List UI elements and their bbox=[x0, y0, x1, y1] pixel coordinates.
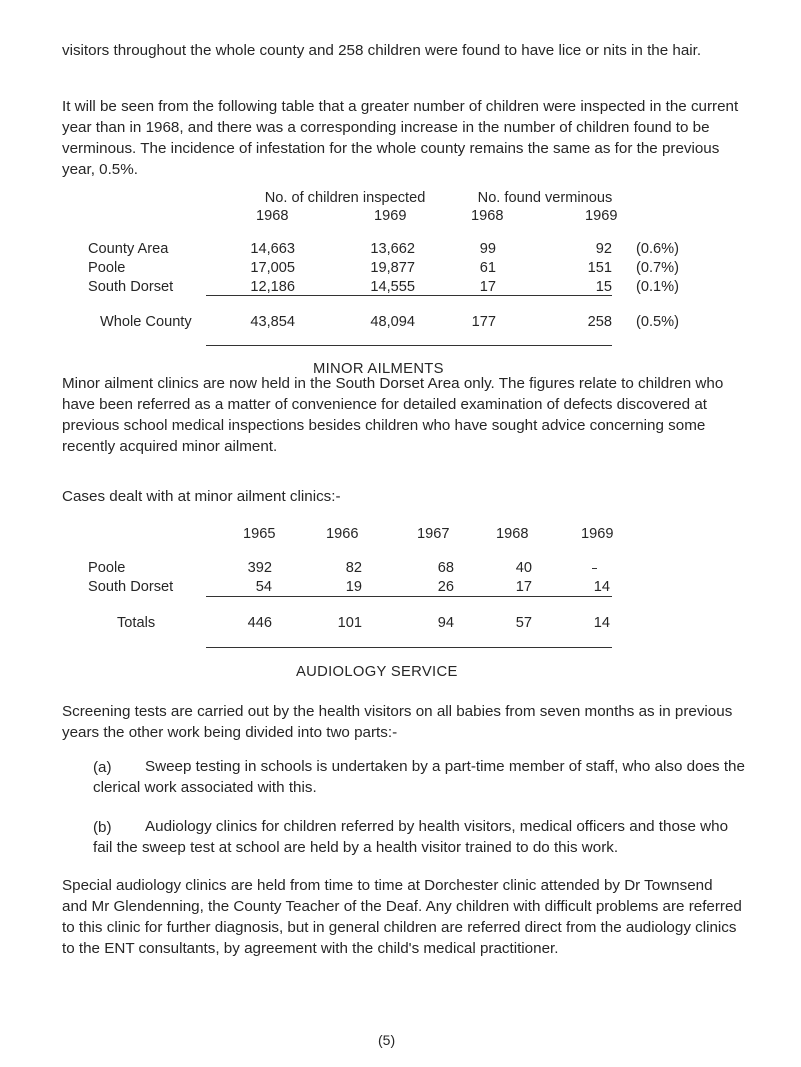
item-a-text: Sweep testing in schools is undertaken by a part-time member of staff, who also does the clerical work associated with this. bbox=[93, 758, 745, 796]
year-verminous-1968: 1968 bbox=[471, 208, 504, 224]
item-a-label: (a) bbox=[93, 759, 112, 776]
total-1967: 94 bbox=[437, 615, 454, 631]
cell-percent: (0.7%) bbox=[636, 260, 679, 276]
cell-1969: 14 bbox=[593, 579, 610, 595]
total-insp-1969: 48,094 bbox=[370, 314, 415, 330]
year-1967: 1967 bbox=[417, 526, 450, 542]
total-verm-1969: 258 bbox=[587, 314, 612, 330]
cell-1965: 392 bbox=[247, 560, 272, 576]
total-1966: 101 bbox=[337, 615, 362, 631]
total-percent: (0.5%) bbox=[636, 314, 679, 330]
cell-percent: (0.6%) bbox=[636, 241, 679, 257]
item-b-text: Audiology clinics for children referred by health visitors, medical officers and those who fail the sweep test at school are held by a health visitor trained to do this work. bbox=[93, 818, 729, 856]
audiology-paragraph-2: Special audiology clinics are held from time to time at Dorchester clinic attended by Dr Townsend and Mr Glendenning, the County Teacher of the Deaf. Any children with difficult problems are referred to this clinic for further diagnosis, but in general children are referred direct from the audiology clinics to the ENT consultants, by agreement with the child's medical practitioner. bbox=[62, 877, 742, 957]
cell-insp-1969: 14,555 bbox=[370, 279, 415, 295]
minor-ailments-heading: MINOR AILMENTS bbox=[313, 361, 444, 377]
row-area-label: South Dorset bbox=[88, 279, 174, 295]
audiology-heading: AUDIOLOGY SERVICE bbox=[296, 664, 458, 680]
subtotal-rule bbox=[206, 295, 612, 296]
cell-percent: (0.1%) bbox=[636, 279, 679, 295]
cases-label: Cases dealt with at minor ailment clinics:- bbox=[62, 488, 341, 505]
cell-1968: 17 bbox=[515, 579, 532, 595]
row-area-label: Poole bbox=[88, 260, 126, 276]
year-1969: 1969 bbox=[581, 526, 614, 542]
year-1968: 1968 bbox=[496, 526, 529, 542]
total-insp-1968: 43,854 bbox=[250, 314, 295, 330]
cell-1965: 54 bbox=[255, 579, 272, 595]
minor-ailments-paragraph: Minor ailment clinics are now held in the South Dorset Area only. The figures relate to children who have been referred as a matter of convenience for detailed examination of defects discovered at previous school medical inspections besides children who have sought advice concerning some recently acquired minor ailment. bbox=[62, 375, 724, 455]
cell-1966: 82 bbox=[345, 560, 362, 576]
total-rule bbox=[206, 345, 612, 346]
cell-1968: 40 bbox=[515, 560, 532, 576]
cell-verm-1969: 92 bbox=[595, 241, 612, 257]
cell-1966: 19 bbox=[345, 579, 362, 595]
cell-1969-empty bbox=[592, 559, 597, 577]
cell-verm-1968: 17 bbox=[479, 279, 496, 295]
cell-verm-1969: 15 bbox=[595, 279, 612, 295]
intro-paragraph-2: It will be seen from the following table that a greater number of children were inspected in the current year than in 1968, and there was a corresponding increase in the number of children found to be verminous. The incidence of infestation for the whole county remains the same as for the previous year, 0.5%. bbox=[62, 98, 739, 178]
total-1965: 446 bbox=[247, 615, 272, 631]
item-b-label: (b) bbox=[93, 819, 112, 836]
header-inspected: No. of children inspected bbox=[264, 190, 426, 206]
cell-insp-1968: 14,663 bbox=[250, 241, 295, 257]
cell-insp-1969: 19,877 bbox=[370, 260, 415, 276]
year-1966: 1966 bbox=[326, 526, 359, 542]
intro-paragraph-1: visitors throughout the whole county and 258 children were found to have lice or nits in the hair. bbox=[62, 42, 702, 59]
cell-insp-1969: 13,662 bbox=[370, 241, 415, 257]
year-inspected-1969: 1969 bbox=[374, 208, 407, 224]
cases-total-rule bbox=[206, 647, 612, 648]
total-verm-1968: 177 bbox=[471, 314, 496, 330]
cell-verm-1968: 61 bbox=[479, 260, 496, 276]
page-number: (5) bbox=[378, 1032, 396, 1048]
cell-insp-1968: 12,186 bbox=[250, 279, 295, 295]
cell-1967: 26 bbox=[437, 579, 454, 595]
total-area-label: Whole County bbox=[100, 314, 192, 330]
row-area-label: County Area bbox=[88, 241, 169, 257]
row-label: South Dorset bbox=[88, 579, 174, 595]
totals-label: Totals bbox=[117, 615, 156, 631]
total-1969: 14 bbox=[593, 615, 610, 631]
year-inspected-1968: 1968 bbox=[256, 208, 289, 224]
cell-verm-1968: 99 bbox=[479, 241, 496, 257]
year-verminous-1969: 1969 bbox=[585, 208, 618, 224]
cell-1967: 68 bbox=[437, 560, 454, 576]
year-1965: 1965 bbox=[243, 526, 276, 542]
cell-verm-1969: 151 bbox=[587, 260, 612, 276]
cases-subtotal-rule bbox=[206, 596, 612, 597]
header-verminous: No. found verminous bbox=[477, 190, 613, 206]
cell-insp-1968: 17,005 bbox=[250, 260, 295, 276]
row-label: Poole bbox=[88, 560, 126, 576]
audiology-paragraph-1: Screening tests are carried out by the health visitors on all babies from seven months as in previous years the other work being divided into two parts:- bbox=[62, 703, 733, 741]
total-1968: 57 bbox=[515, 615, 532, 631]
